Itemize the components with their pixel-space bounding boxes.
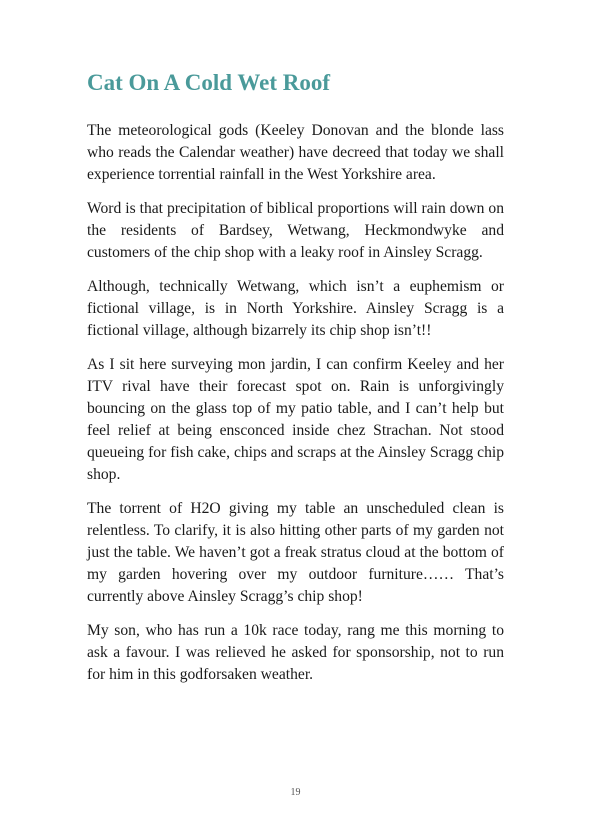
paragraph-5: The torrent of H2O giving my table an unscheduled clean is relentless. To clarify, it is also hitting other parts of my garden not just the table. We haven’t got a freak stratus cloud at the bottom of my garden hovering over my outdoor furniture…… That’s currently above Ainsley Scragg’s chip shop! bbox=[87, 500, 504, 605]
chapter-title: Cat On A Cold Wet Roof bbox=[87, 70, 331, 95]
body-text bbox=[87, 120, 504, 698]
page-number: 19 bbox=[290, 787, 301, 798]
paragraph-4: As I sit here surveying mon jardin, I can confirm Keeley and her ITV rival have their forecast spot on. Rain is unforgivingly bouncing on the glass top of my patio table, and I can’t help but feel relief at being ensconced inside chez Strachan. Not stood queueing for fish cake, chips and scraps at the Ainsley Scragg chip shop. bbox=[87, 356, 504, 483]
paragraph-3: Although, technically Wetwang, which isn’t a euphemism or fictional village, is in North Yorkshire. Ainsley Scragg is a fictional village, although bizarrely its chip shop isn’t!! bbox=[87, 278, 504, 339]
paragraph-6: My son, who has run a 10k race today, rang me this morning to ask a favour. I was relieved he asked for sponsorship, not to run for him in this godforsaken weather. bbox=[87, 622, 504, 683]
paragraph-1: The meteorological gods (Keeley Donovan and the blonde lass who reads the Calendar weather) have decreed that today we shall experience torrential rainfall in the West Yorkshire area. bbox=[87, 122, 504, 183]
paragraph-2: Word is that precipitation of biblical proportions will rain down on the residents of Bardsey, Wetwang, Heckmondwyke and customers of the chip shop with a leaky roof in Ainsley Scragg. bbox=[87, 200, 504, 261]
